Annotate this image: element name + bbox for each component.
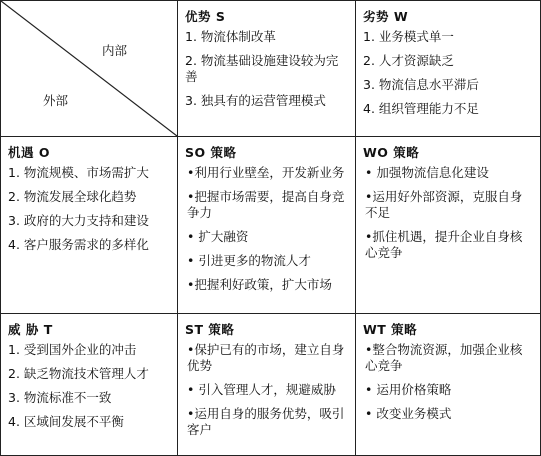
wt-strategy-item: • 运用价格策略 (365, 382, 452, 397)
wo-strategy-title: WO 策略 (363, 145, 420, 160)
corner-header-cell (1, 1, 178, 137)
wt-strategy-item: • 改变业务模式 (365, 406, 452, 421)
opportunity-item: 4. 客户服务需求的多样化 (8, 237, 149, 252)
st-strategy-title: ST 策略 (185, 322, 235, 337)
so-strategy-item: • 扩大融资 (187, 229, 249, 244)
opportunity-item: 2. 物流发展全球化趋势 (8, 189, 137, 204)
weakness-item: 1. 业务模式单一 (363, 29, 454, 44)
strength-item: 2. 物流基础设施建设较为完善 (185, 53, 339, 84)
so-strategy-item: •利用行业壁垒，开发新业务 (187, 165, 345, 180)
wt-strategy-item: •整合物流资源，加强企业核心竞争 (365, 342, 523, 373)
wo-strategy-item: •运用好外部资源，克服自身不足 (365, 189, 523, 220)
st-strategy-item: • 引入管理人才，规避威胁 (187, 382, 336, 397)
opportunities-cell (1, 137, 178, 314)
threat-item: 1. 受到国外企业的冲击 (8, 342, 137, 357)
weaknesses-title: 劣势 W (363, 9, 409, 24)
st-strategy-cell (178, 314, 356, 456)
strength-item: 1. 物流体制改革 (185, 29, 276, 44)
so-strategy-item: •把握利好政策，扩大市场 (187, 277, 332, 292)
so-strategy-item: • 引进更多的物流人才 (187, 253, 311, 268)
st-strategy-item: •保护已有的市场，建立自身优势 (187, 342, 345, 373)
so-strategy-title: SO 策略 (185, 145, 237, 160)
threats-title: 威 胁 T (8, 322, 53, 337)
strength-item: 3. 独具有的运营管理模式 (185, 93, 326, 108)
weakness-item: 2. 人才资源缺乏 (363, 53, 454, 68)
wo-strategy-item: • 加强物流信息化建设 (365, 165, 489, 180)
weakness-item: 4. 组织管理能力不足 (363, 101, 479, 116)
strengths-cell (178, 1, 356, 137)
st-strategy-item: •运用自身的服务优势，吸引客户 (187, 406, 345, 437)
opportunities-title: 机遇 O (8, 145, 50, 160)
outside-label: 外部 (43, 93, 69, 108)
opportunity-item: 1. 物流规模、市场需扩大 (8, 165, 149, 180)
threat-item: 2. 缺乏物流技术管理人才 (8, 366, 149, 381)
diagonal-divider (1, 1, 177, 136)
inside-label: 内部 (101, 43, 127, 58)
threats-cell (1, 314, 178, 456)
strengths-title: 优势 S (185, 9, 226, 24)
opportunity-item: 3. 政府的大力支持和建设 (8, 213, 149, 228)
threat-item: 4. 区域间发展不平衡 (8, 414, 124, 429)
wo-strategy-cell (356, 137, 541, 314)
wt-strategy-title: WT 策略 (363, 322, 418, 337)
weakness-item: 3. 物流信息水平滞后 (363, 77, 479, 92)
threat-item: 3. 物流标准不一致 (8, 390, 112, 405)
so-strategy-cell (178, 137, 356, 314)
wo-strategy-item: •抓住机遇，提升企业自身核心竞争 (365, 229, 523, 260)
so-strategy-item: •把握市场需要，提高自身竞争力 (187, 189, 345, 220)
weaknesses-cell (356, 1, 541, 137)
wt-strategy-cell (356, 314, 541, 456)
